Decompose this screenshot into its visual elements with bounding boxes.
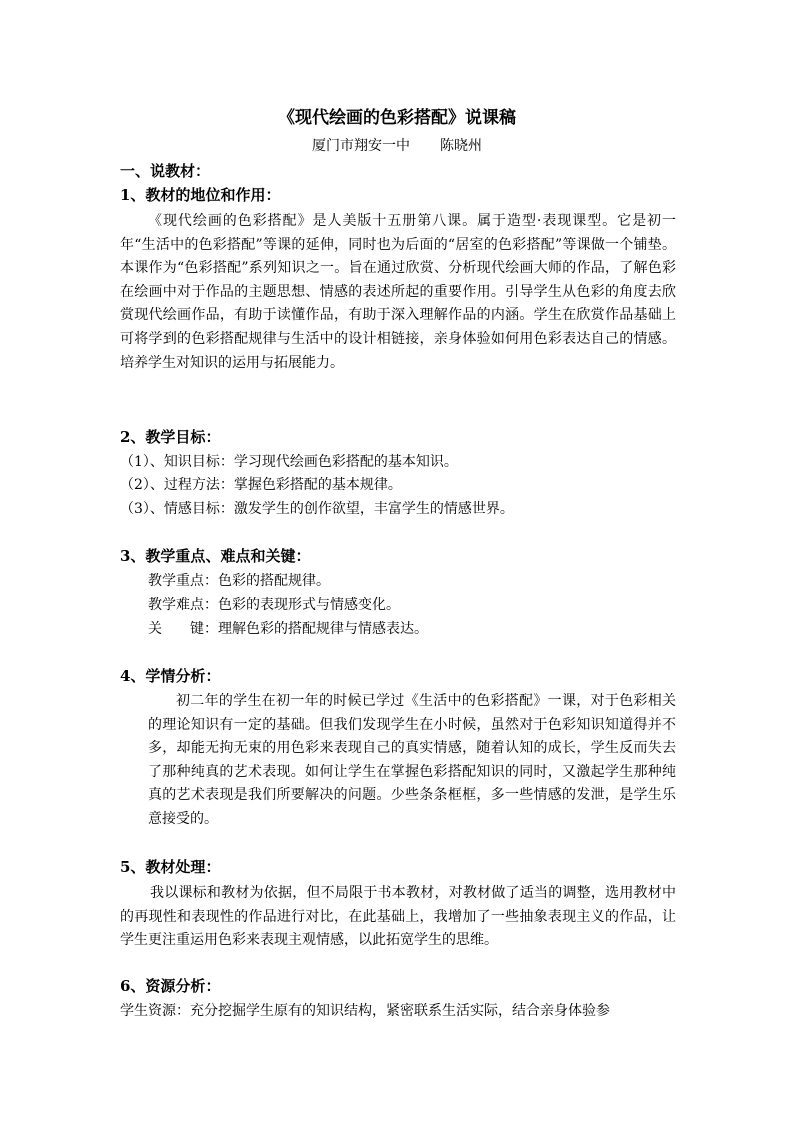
subsection-heading-1-1: 1、教材的地位和作用： bbox=[120, 186, 281, 204]
difficulty-item: 教学难点：色彩的表现形式与情感变化。 bbox=[148, 597, 400, 613]
author-name: 陈晓州 bbox=[440, 138, 482, 154]
objective-item-1: （1）、知识目标：学习现代绘画色彩搭配的基本知识。 bbox=[120, 454, 458, 470]
paragraph-role-of-material: 《现代绘画的色彩搭配》是人美版十五册第八课。属于造型·表现课型。它是初一年“生活中的色彩搭配”等课的延伸，同时也为后面的“居室的色彩搭配”等课做一个铺垫。本课作为“色彩搭配”系列知识之一。旨在通过欣赏、分析现代绘画大师的作品，了解色彩在绘画中对于作品的主题思想、情感的表述所起的重要作用。引导学生从色彩的角度去欣赏现代绘画作品，有助于读懂作品，有助于深入理解作品的内涵。学生在欣赏作品基础上可将学到的色彩搭配规律与生活中的设计相链接，亲身体验如何用色彩表达自己的情感。培养学生对知识的运用与拓展能力。 bbox=[120, 213, 676, 371]
section-heading-1: 一、说教材： bbox=[120, 162, 211, 180]
school-name: 厦门市翔安一中 bbox=[312, 138, 410, 154]
paragraph-material-handling: 我以课标和教材为依据，但不局限于书本教材，对教材做了适当的调整，选用教材中的再现性和表现性的作品进行对比，在此基础上，我增加了一些抽象表现主义的作品，让学生更注重运用色彩来表现主观情感，以此拓宽学生的思维。 bbox=[120, 885, 676, 949]
paragraph-resource-analysis: 学生资源：充分挖掘学生原有的知识结构，紧密联系生活实际，结合亲身体验参 bbox=[120, 1003, 610, 1019]
objective-item-3: （3）、情感目标：激发学生的创作欲望，丰富学生的情感世界。 bbox=[120, 501, 514, 517]
subsection-heading-1-4: 4、学情分析： bbox=[120, 667, 221, 685]
subsection-heading-1-6: 6、资源分析： bbox=[120, 977, 221, 995]
paragraph-student-analysis: 初二年的学生在初一年的时候已学过《生活中的色彩搭配》一课，对于色彩相关的理论知识有一定的基础。但我们发现学生在小时候，虽然对于色彩知识知道得并不多，却能无拘无束的用色彩来表现自己的真实情感，随着认知的成长，学生反而失去了那种纯真的艺术表现。如何让学生在掌握色彩搭配知识的同时，又激起学生那种纯真的艺术表现是我们所要解决的问题。少些条条框框，多一些情感的发泄，是学生乐意接受的。 bbox=[148, 693, 676, 827]
document-title: 《现代绘画的色彩搭配》说课稿 bbox=[278, 108, 516, 128]
author-line bbox=[0, 136, 794, 156]
subsection-heading-1-5: 5、教材处理： bbox=[120, 858, 221, 876]
subsection-heading-1-3: 3、教学重点、难点和关键： bbox=[120, 547, 311, 565]
objective-item-2: （2）、过程方法：掌握色彩搭配的基本规律。 bbox=[120, 477, 402, 493]
key-item: 关 键：理解色彩的搭配规律与情感表达。 bbox=[148, 621, 428, 637]
key-point-item: 教学重点：色彩的搭配规律。 bbox=[148, 573, 330, 589]
subsection-heading-1-2: 2、教学目标： bbox=[120, 428, 221, 446]
